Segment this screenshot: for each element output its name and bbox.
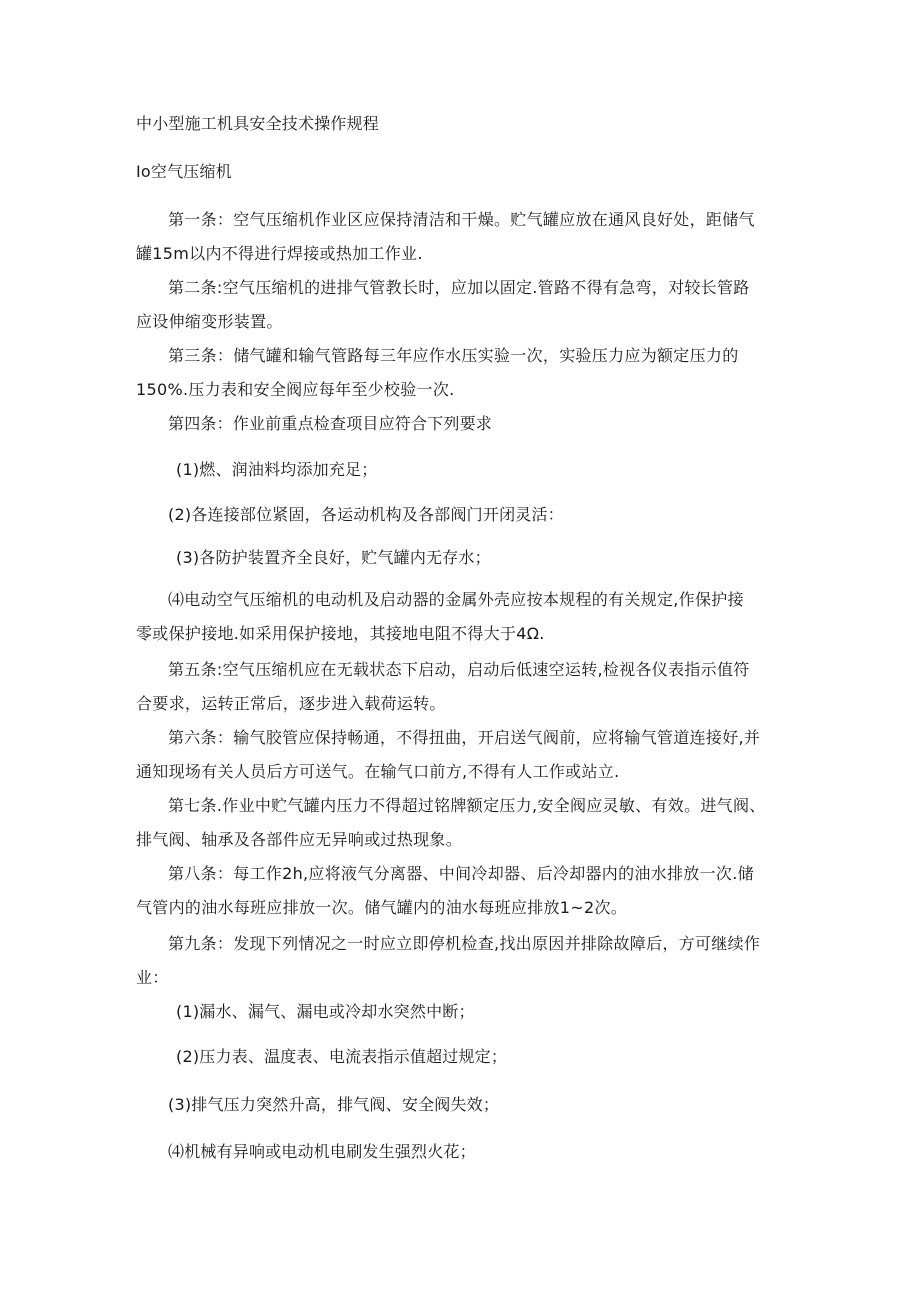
article-3 (136, 344, 786, 402)
article-9-item-4: ⑷机械有异响或电动机电刷发生强烈火花； (168, 1142, 476, 1161)
article-4-item-1: (1)燃、润油料均添加充足； (176, 460, 378, 479)
section-heading: Io空气压缩机 (136, 162, 232, 181)
article-6 (136, 726, 786, 784)
article-4-item-3: (3)各防护装置齐全良好，贮气罐内无存水； (176, 548, 491, 567)
article-4-item-4 (136, 588, 786, 646)
article-3-line-2: 150%.压力表和安全阀应每年至少校验一次. (136, 380, 455, 399)
document-title: 中小型施工机具安全技术操作规程 (136, 114, 380, 133)
article-4: 第四条：作业前重点检查项目应符合下列要求 (168, 414, 493, 433)
article-9-line-1: 第九条：发现下列情况之一时应立即停机检查,找出原因并排除故障后，方可继续作 (168, 934, 761, 953)
article-7-line-1: 第七条.作业中贮气罐内压力不得超过铭牌额定压力,安全阀应灵敏、有效。进气阀、 (168, 796, 766, 815)
article-2-line-2: 应设伸缩变形装置。 (136, 312, 283, 331)
article-4-item-4-line-2: 零或保护接地.如采用保护接地，其接地电阻不得大于4Ω. (136, 624, 545, 643)
article-9 (136, 932, 786, 990)
article-8-line-2: 气管内的油水每班应排放一次。储气罐内的油水每班应排放1~2次。 (136, 898, 628, 917)
article-1 (136, 208, 786, 266)
article-2-line-1: 第二条:空气压缩机的进排气管教长时，应加以固定.管路不得有急弯，对较长管路 (168, 278, 750, 297)
article-9-item-3: (3)排气压力突然升高，排气阀、安全阀失效； (168, 1095, 500, 1114)
article-8 (136, 862, 786, 920)
article-9-item-1: (1)漏水、漏气、漏电或冷却水突然中断； (176, 1002, 475, 1021)
article-4-item-2: (2)各连接部位紧固，各运动机构及各部阀门开闭灵活： (168, 505, 564, 524)
article-5-line-2: 合要求，运转正常后，逐步进入载荷运转。 (136, 694, 446, 713)
article-1-line-2: 罐15m以内不得进行焊接或热加工作业. (136, 244, 423, 263)
article-1-line-1: 第一条：空气压缩机作业区应保持清洁和干燥。贮气罐应放在通风良好处，距储气 (168, 210, 755, 229)
article-7 (136, 794, 786, 852)
article-6-line-1: 第六条：输气胶管应保持畅通，不得扭曲，开启送气阀前，应将输气管道连接好,并 (168, 728, 761, 747)
article-6-line-2: 通知现场有关人员后方可送气。在输气口前方,不得有人工作或站立. (136, 762, 620, 781)
article-4-item-4-line-1: ⑷电动空气压缩机的电动机及启动器的金属外壳应按本规程的有关规定,作保护接 (168, 590, 744, 609)
article-9-item-2: (2)压力表、温度表、电流表指示值超过规定； (176, 1047, 508, 1066)
article-3-line-1: 第三条：储气罐和输气管路每三年应作水压实验一次，实验压力应为额定压力的 (168, 346, 739, 365)
article-5 (136, 658, 786, 716)
article-8-line-1: 第八条：每工作2h,应将液气分离器、中间冷却器、后冷却器内的油水排放一次.储 (168, 864, 754, 883)
article-2 (136, 276, 786, 334)
article-7-line-2: 排气阀、轴承及各部件应无异响或过热现象。 (136, 830, 463, 849)
article-9-line-2: 业： (136, 968, 169, 987)
article-5-line-1: 第五条:空气压缩机应在无载状态下启动，启动后低速空运转,检视各仪表指示值符 (168, 660, 750, 679)
